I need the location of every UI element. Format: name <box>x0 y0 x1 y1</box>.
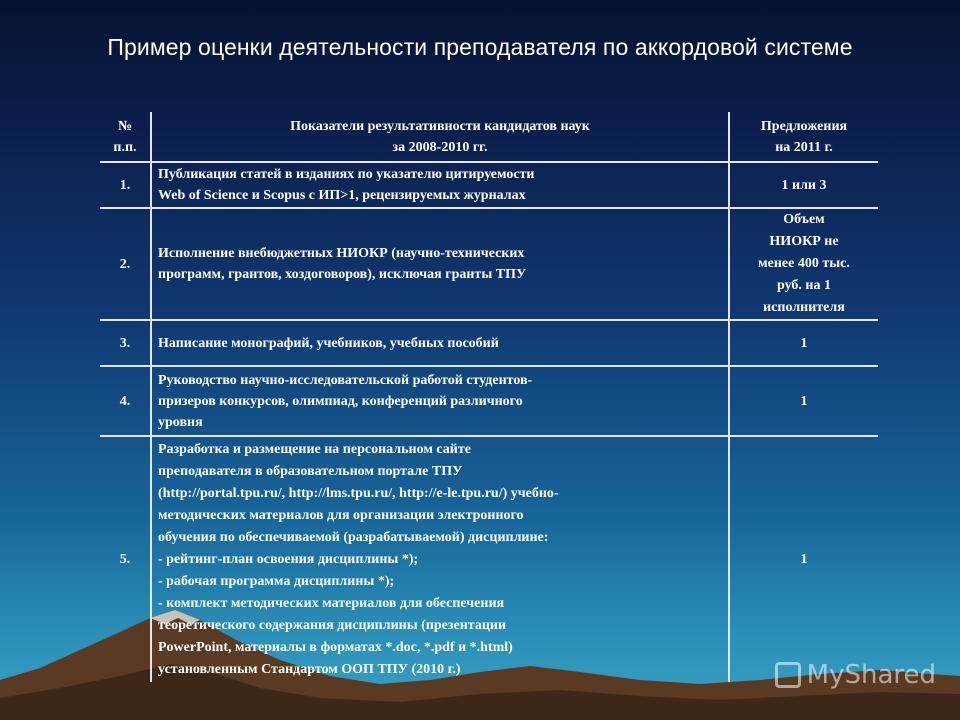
header-num <box>100 112 151 162</box>
header-num-line: № <box>117 118 133 134</box>
row-indicator-line: Публикация статей в изданиях по указателю цитируемости <box>158 167 535 182</box>
header-proposal-line: на 2011 г. <box>775 139 833 155</box>
row-num: 1. <box>100 162 151 208</box>
row-indicator <box>151 366 729 436</box>
row-indicator-line: призеров конкурсов, олимпиад, конференций различного <box>158 393 523 409</box>
row-indicator-line: - комплект методических материалов для обеспечения <box>158 595 505 611</box>
row-num: 3. <box>100 320 151 366</box>
row-num: 5. <box>100 436 151 682</box>
table-row <box>100 162 878 208</box>
header-proposal <box>729 112 878 162</box>
row-proposal-line: исполнителя <box>763 300 845 315</box>
row-proposal: 1 <box>729 366 878 436</box>
row-indicator <box>151 436 729 682</box>
row-proposal-line: НИОКР не <box>769 234 839 249</box>
row-indicator-line: теоретического содержания дисциплины (презентации <box>158 617 507 633</box>
header-indicator-line: Показатели результативности кандидатов наук <box>290 118 590 134</box>
row-indicator-line: программ, грантов, хоздоговоров), исключая гранты ТПУ <box>158 267 527 282</box>
row-indicator-line: преподавателя в образовательном портале ТПУ <box>158 463 463 479</box>
row-indicator-line: методических материалов для организации электронного <box>158 507 524 523</box>
header-num-line: п.п. <box>113 139 137 155</box>
row-num: 4. <box>100 366 151 436</box>
row-proposal: 1 <box>729 320 878 366</box>
watermark <box>775 660 936 690</box>
table-row <box>100 366 878 436</box>
row-indicator-line: PowerPoint, материалы в форматах *.doc, *.pdf и *.html) <box>158 639 513 655</box>
myshared-logo-icon <box>775 662 801 688</box>
row-num: 2. <box>100 208 151 320</box>
row-indicator-line: Исполнение внебюджетных НИОКР (научно-технических <box>158 246 525 261</box>
row-proposal <box>729 208 878 320</box>
row-proposal-line: Объем <box>783 212 825 227</box>
indicators-table <box>100 112 878 682</box>
row-indicator-line: обучения по обеспечиваемой (разрабатываемой) дисциплине: <box>158 529 549 545</box>
row-proposal: 1 <box>800 552 808 567</box>
row-indicator-line: (http://portal.tpu.ru/, http://lms.tpu.ru/, http://e-le.tpu.ru/) учебно- <box>158 485 559 501</box>
row-indicator <box>151 208 729 320</box>
slide-title: Пример оценки деятельности преподавателя по аккордовой системе <box>107 34 853 60</box>
row-proposal-line: руб. на 1 <box>777 278 831 293</box>
row-proposal-line: менее 400 тыс. <box>758 256 850 271</box>
row-indicator <box>151 162 729 208</box>
row-proposal: 1 или 3 <box>729 162 878 208</box>
table-header-row <box>100 112 878 162</box>
header-indicator <box>151 112 729 162</box>
row-indicator-line: Web of Science и Scopus с ИП>1, рецензируемых журналах <box>158 188 526 203</box>
table-row <box>100 436 878 682</box>
row-indicator-line: Разработка и размещение на персональном сайте <box>158 441 471 457</box>
header-proposal-line: Предложения <box>760 118 848 134</box>
watermark-text: MyShared <box>806 660 936 690</box>
row-indicator: Написание монографий, учебников, учебных пособий <box>151 320 729 366</box>
row-indicator-line: - рабочая программа дисциплины *); <box>158 573 395 589</box>
row-indicator-line: - рейтинг-план освоения дисциплины *); <box>158 551 419 567</box>
row-indicator-line: установленным Стандартом ООП ТПУ (2010 г.) <box>158 661 461 677</box>
table-row <box>100 320 878 366</box>
row-indicator-line: Руководство научно-исследовательской работой студентов- <box>158 372 533 388</box>
table-row <box>100 208 878 320</box>
row-indicator-line: уровня <box>158 414 203 430</box>
header-indicator-line: за 2008-2010 гг. <box>392 139 488 155</box>
